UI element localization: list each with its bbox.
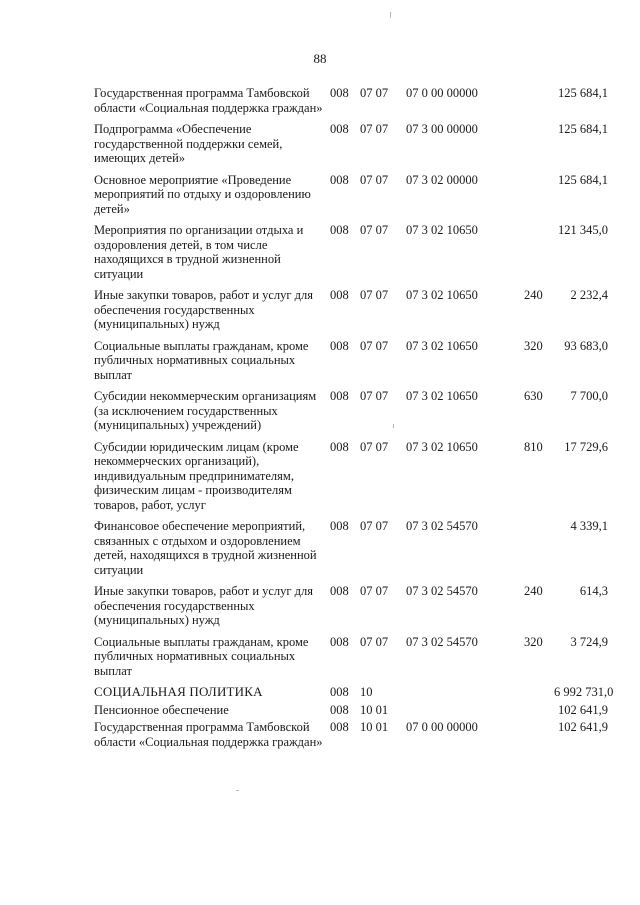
section-code: 07 07 <box>360 223 389 237</box>
grbs-code: 008 <box>330 685 349 699</box>
table-row <box>94 635 608 679</box>
grbs-code: 008 <box>330 338 349 353</box>
table-row <box>94 720 608 749</box>
table-row <box>94 86 608 115</box>
row-name: Государственная программа Тамбовской области «Социальная поддержка граждан» <box>94 86 323 115</box>
target-article-code: 07 3 02 54570 <box>406 634 478 649</box>
expense-type-code: 240 <box>524 584 543 598</box>
table-row <box>94 389 608 433</box>
section-code: 07 07 <box>360 86 389 100</box>
grbs-code: 008 <box>330 584 349 598</box>
target-article-code: 07 3 02 10650 <box>406 223 478 237</box>
grbs-code: 008 <box>330 223 349 237</box>
section-code: 10 01 <box>360 720 389 734</box>
expense-type-code: 630 <box>524 389 543 403</box>
table-row <box>94 122 608 166</box>
amount: 121 345,0 <box>558 223 608 237</box>
row-name: Иные закупки товаров, работ и услуг для обеспечения государственных (муниципальных) нужд <box>94 288 314 331</box>
section-code: 07 07 <box>360 519 389 533</box>
expense-type-code: 810 <box>524 439 543 454</box>
target-article-code: 07 0 00 00000 <box>406 86 478 100</box>
target-article-code: 07 3 02 54570 <box>406 519 478 533</box>
section-heading: СОЦИАЛЬНАЯ ПОЛИТИКА <box>94 684 263 699</box>
amount: 102 641,9 <box>558 720 608 734</box>
amount: 2 232,4 <box>570 288 608 302</box>
row-name: Субсидии некоммерческим организациям (за исключением государственных (муниципальных) учреждений) <box>94 389 317 432</box>
row-name: Мероприятия по организации отдыха и оздоровления детей, в том числе находящихся в трудной жизненной ситуации <box>94 223 304 281</box>
target-article-code: 07 3 02 00000 <box>406 172 478 187</box>
target-article-code: 07 3 02 10650 <box>406 389 478 403</box>
grbs-code: 008 <box>330 86 349 100</box>
row-name: Субсидии юридическим лицам (кроме некоммерческих организаций), индивидуальным предпринимателям, физическим лицам - производителям товаров, работ, услуг <box>94 439 299 512</box>
amount: 125 684,1 <box>558 122 608 136</box>
grbs-code: 008 <box>330 288 349 302</box>
row-name: Основное мероприятие «Проведение мероприятий по отдыху и оздоровлению детей» <box>94 172 311 216</box>
table-row <box>94 223 608 281</box>
grbs-code: 008 <box>330 634 349 649</box>
amount: 3 724,9 <box>570 634 608 649</box>
budget-table <box>94 86 614 756</box>
section-code: 07 07 <box>360 172 389 187</box>
amount: 7 700,0 <box>570 389 608 403</box>
row-name: Финансовое обеспечение мероприятий, связанных с отдыхом и оздоровлением детей, находящихся в трудной жизненной ситуации <box>94 519 317 577</box>
grbs-code: 008 <box>330 172 349 187</box>
page-number: 88 <box>313 51 327 66</box>
table-row <box>94 703 608 718</box>
row-name: Социальные выплаты гражданам, кроме публичных нормативных социальных выплат <box>94 338 309 382</box>
row-name: Пенсионное обеспечение <box>94 702 229 717</box>
amount: 93 683,0 <box>564 338 608 353</box>
target-article-code: 07 3 02 10650 <box>406 338 478 353</box>
grbs-code: 008 <box>330 720 349 734</box>
table-row <box>94 339 608 383</box>
section-code: 07 07 <box>360 584 389 598</box>
amount: 125 684,1 <box>558 86 608 100</box>
amount: 6 992 731,0 <box>554 685 614 699</box>
section-code: 07 07 <box>360 288 389 302</box>
row-name: Государственная программа Тамбовской области «Социальная поддержка граждан» <box>94 720 323 749</box>
grbs-code: 008 <box>330 519 349 533</box>
scan-mark <box>236 790 239 791</box>
section-code: 07 07 <box>360 338 389 353</box>
section-code: 07 07 <box>360 389 389 403</box>
table-row <box>94 440 608 513</box>
target-article-code: 07 3 02 10650 <box>406 439 478 454</box>
amount: 17 729,6 <box>564 439 608 454</box>
table-row <box>94 584 608 628</box>
grbs-code: 008 <box>330 702 349 717</box>
expense-type-code: 240 <box>524 288 543 302</box>
row-name: Социальные выплаты гражданам, кроме публичных нормативных социальных выплат <box>94 634 309 678</box>
row-name: Иные закупки товаров, работ и услуг для обеспечения государственных (муниципальных) нужд <box>94 584 314 627</box>
scan-mark <box>390 12 391 18</box>
amount: 4 339,1 <box>570 519 608 533</box>
table-row <box>94 519 608 577</box>
grbs-code: 008 <box>330 439 349 454</box>
target-article-code: 07 3 02 10650 <box>406 288 478 302</box>
section-code: 07 07 <box>360 634 389 649</box>
table-row <box>94 173 608 217</box>
amount: 614,3 <box>579 584 608 598</box>
section-code: 10 <box>360 685 373 699</box>
section-code: 10 01 <box>360 702 389 717</box>
grbs-code: 008 <box>330 389 349 403</box>
target-article-code: 07 0 00 00000 <box>406 720 478 734</box>
expense-type-code: 320 <box>524 634 543 649</box>
table-row-section <box>94 684 614 700</box>
amount: 102 641,9 <box>558 702 608 717</box>
target-article-code: 07 3 00 00000 <box>406 122 478 136</box>
section-code: 07 07 <box>360 122 389 136</box>
section-code: 07 07 <box>360 439 389 454</box>
grbs-code: 008 <box>330 122 349 136</box>
row-name: Подпрограмма «Обеспечение государственной поддержки семей, имеющих детей» <box>94 122 283 165</box>
table-row <box>94 288 608 332</box>
amount: 125 684,1 <box>558 172 608 187</box>
expense-type-code: 320 <box>524 338 543 353</box>
target-article-code: 07 3 02 54570 <box>406 584 478 598</box>
